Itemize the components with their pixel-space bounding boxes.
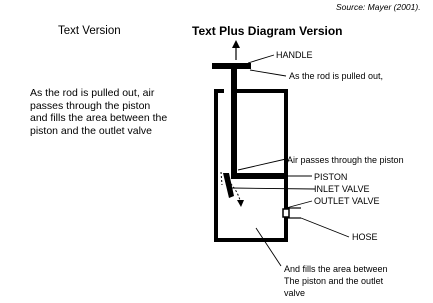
pull-up-arrow <box>232 40 240 60</box>
pump-cylinder <box>216 91 286 240</box>
diagram-version-title: Text Plus Diagram Version <box>192 24 343 38</box>
text-line: piston and the outlet valve <box>30 124 153 137</box>
label-fills-line-3: valve <box>284 288 306 298</box>
source-citation: Source: Mayer (2001). <box>336 2 421 12</box>
handle-bar <box>212 63 251 69</box>
label-piston: PISTON <box>314 172 348 182</box>
outlet-valve <box>283 209 289 217</box>
piston-rod <box>231 69 237 177</box>
text-line: passes through the piston <box>30 99 151 112</box>
label-air-passes: Air passes through the piston <box>287 155 404 165</box>
text-version-title: Text Version <box>58 25 121 37</box>
label-inlet-valve: INLET VALVE <box>314 184 370 194</box>
label-rod-pulled: As the rod is pulled out, <box>289 71 384 81</box>
label-hose: HOSE <box>352 232 378 242</box>
hose <box>288 208 301 218</box>
text-line: and fills the area between the <box>30 112 168 124</box>
label-fills-line-2: The piston and the outlet <box>284 276 384 286</box>
text-line: As the rod is pulled out, air <box>30 87 155 99</box>
label-outlet-valve: OUTLET VALVE <box>314 196 380 206</box>
label-handle: HANDLE <box>276 50 313 60</box>
label-fills-line-1: And fills the area between <box>284 264 388 274</box>
piston <box>231 173 286 179</box>
